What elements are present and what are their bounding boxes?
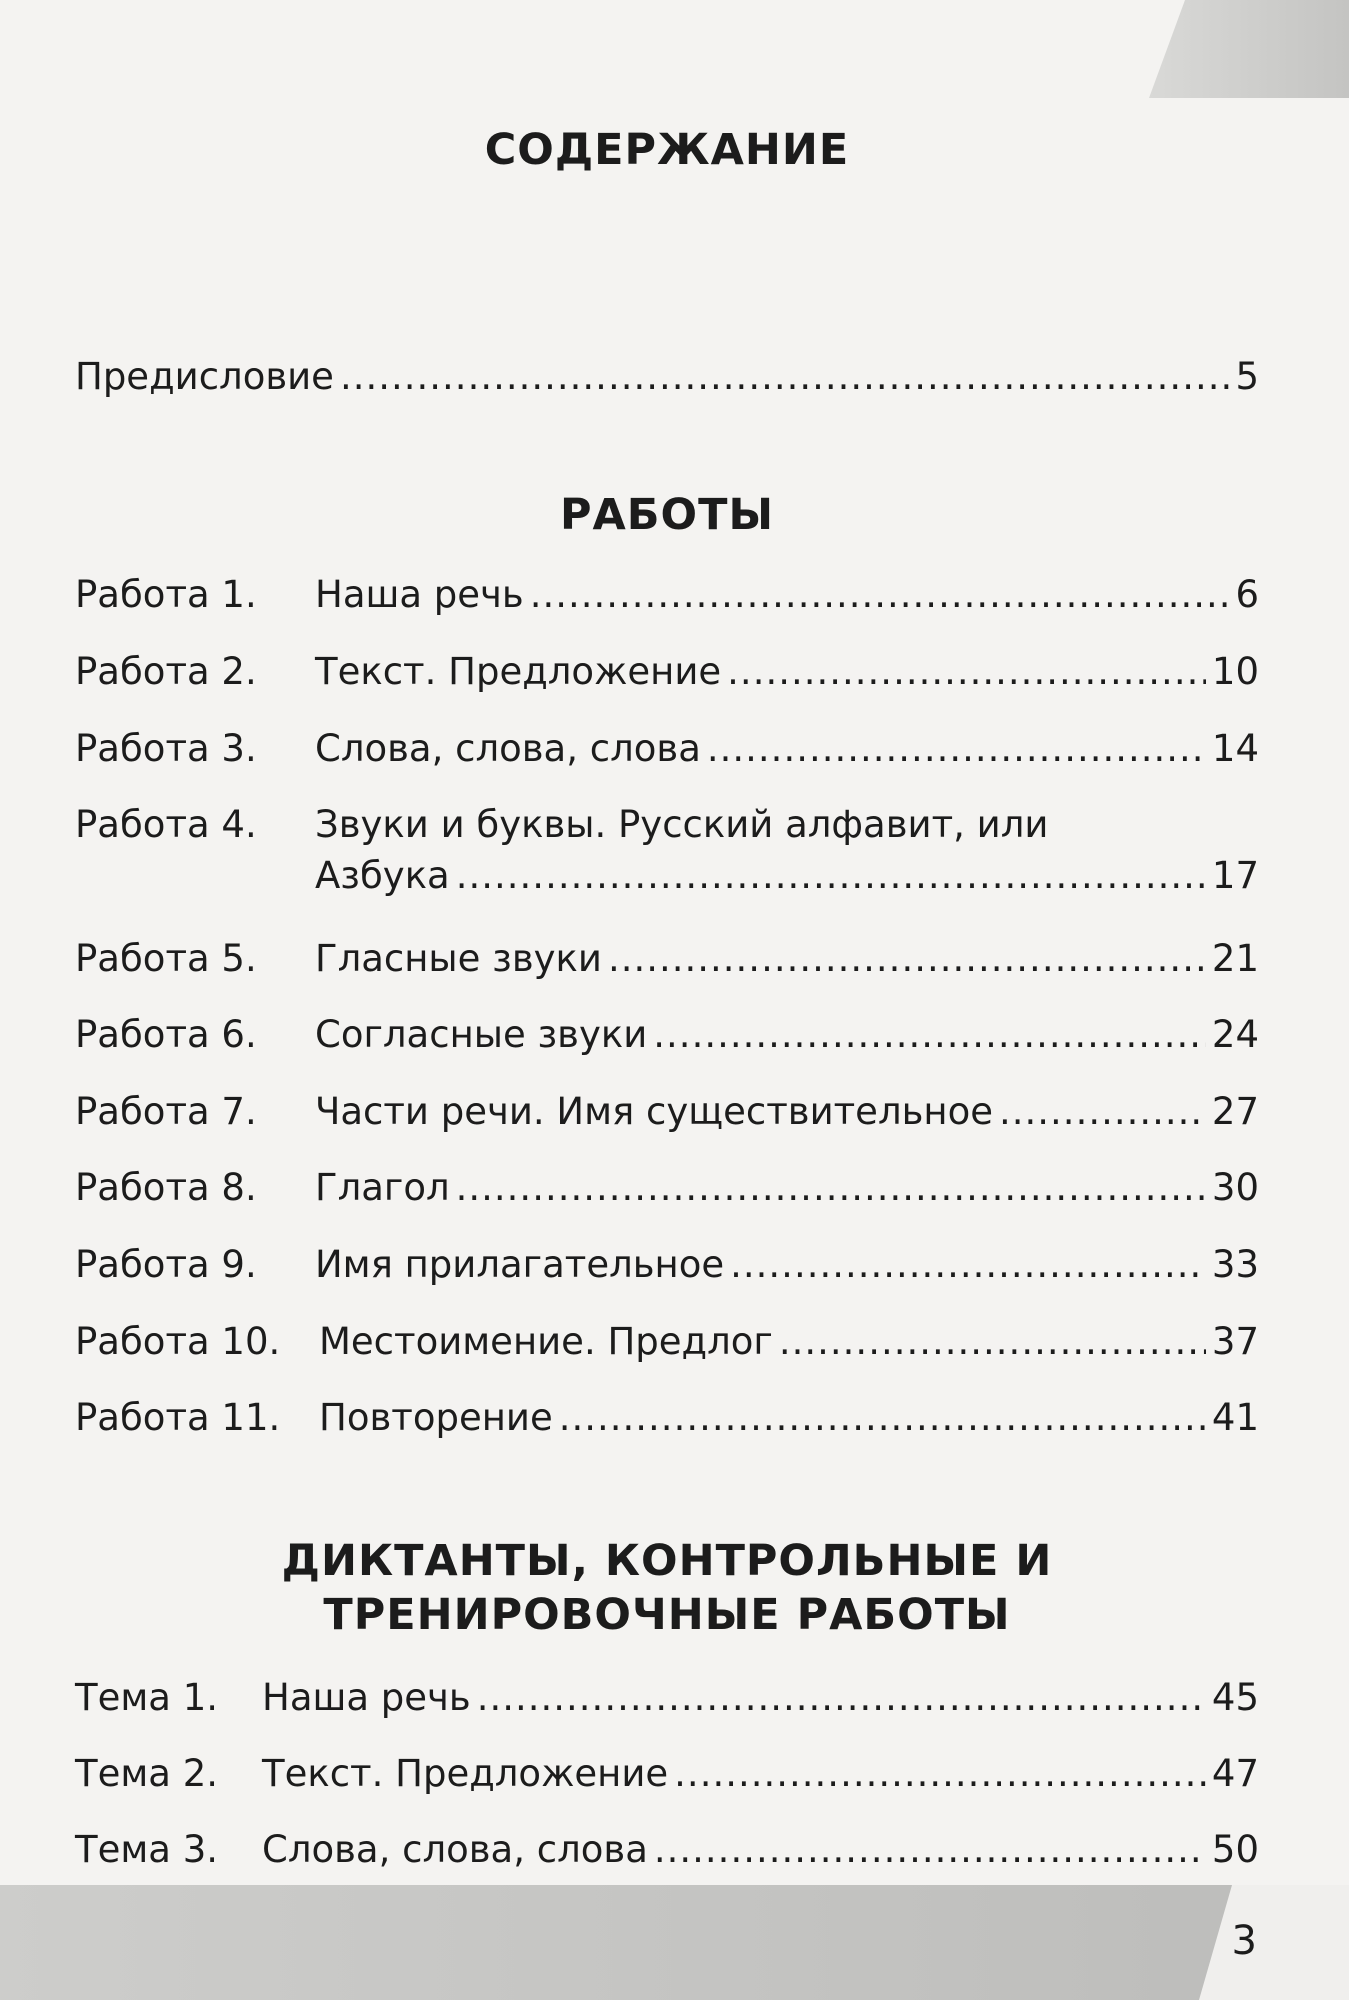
toc-leader-dots	[559, 1396, 1206, 1439]
toc-leader-dots	[340, 355, 1230, 398]
toc-entry-title: Гласные звуки	[315, 937, 602, 980]
footer-bar-decoration	[0, 1885, 1349, 2000]
toc-entry-number: Работа 4.	[75, 803, 257, 846]
toc-entry-page: 47	[1211, 1752, 1259, 1795]
toc-entry-work-5[interactable]	[75, 937, 1259, 987]
toc-entry-number: Работа 1.	[75, 573, 257, 616]
toc-entry-number: Тема 2.	[75, 1752, 219, 1795]
toc-entry-page: 30	[1211, 1166, 1259, 1209]
toc-entry-number: Работа 11.	[75, 1396, 281, 1439]
toc-entry-number: Работа 9.	[75, 1243, 257, 1286]
toc-entry-number: Работа 8.	[75, 1166, 257, 1209]
toc-leader-dots	[779, 1320, 1206, 1363]
toc-entry-work-3[interactable]	[75, 727, 1259, 777]
page-number: 3	[1231, 1918, 1257, 1964]
toc-entry-page: 5	[1235, 355, 1259, 398]
toc-leader-dots	[674, 1752, 1206, 1795]
toc-entry-page: 37	[1211, 1320, 1259, 1363]
toc-entry-number: Тема 3.	[75, 1828, 219, 1871]
toc-leader-dots	[654, 1828, 1206, 1871]
toc-entry-title: Имя прилагательное	[315, 1243, 725, 1286]
section-heading-line: ДИКТАНТЫ, КОНТРОЛЬНЫЕ И	[281, 1536, 1053, 1586]
toc-entry-work-9[interactable]	[75, 1243, 1259, 1293]
toc-leader-dots	[730, 1243, 1206, 1286]
toc-entry-page: 6	[1235, 573, 1259, 616]
toc-entry-page: 17	[1211, 854, 1259, 897]
toc-entry-number: Работа 3.	[75, 727, 257, 770]
toc-entry-title: Слова, слова, слова	[315, 727, 701, 770]
toc-entry-page: 14	[1211, 727, 1259, 770]
toc-entry-label: Предисловие	[75, 355, 334, 398]
toc-entry-number: Работа 7.	[75, 1090, 257, 1133]
corner-tab-decoration	[1149, 0, 1349, 98]
section-heading-works: РАБОТЫ	[559, 490, 774, 540]
toc-entry-title: Текст. Предложение	[315, 650, 722, 693]
toc-entry-title: Наша речь	[262, 1676, 471, 1719]
toc-entry-title: Местоимение. Предлог	[319, 1320, 773, 1363]
toc-entry-work-8[interactable]	[75, 1166, 1259, 1216]
toc-entry-work-1[interactable]	[75, 573, 1259, 623]
page-title: СОДЕРЖАНИЕ	[484, 125, 850, 175]
toc-entry-work-4[interactable]	[75, 803, 1259, 913]
toc-leader-dots	[653, 1013, 1206, 1056]
toc-leader-dots	[456, 1166, 1206, 1209]
toc-entry-page: 24	[1211, 1013, 1259, 1056]
toc-entry-topic-1[interactable]	[75, 1676, 1259, 1726]
section-heading-dictations	[75, 1535, 1259, 1643]
toc-entry-work-2[interactable]	[75, 650, 1259, 700]
section-heading-line: ТРЕНИРОВОЧНЫЕ РАБОТЫ	[323, 1589, 1011, 1640]
toc-entry-work-6[interactable]	[75, 1013, 1259, 1063]
toc-entry-title: Звуки и буквы. Русский алфавит, или	[315, 803, 1049, 846]
toc-entry-title: Повторение	[319, 1396, 553, 1439]
toc-leader-dots	[999, 1090, 1206, 1133]
toc-entry-number: Работа 2.	[75, 650, 257, 693]
toc-entry-work-10[interactable]	[75, 1320, 1259, 1370]
toc-entry-page: 45	[1211, 1676, 1259, 1719]
toc-entry-number: Работа 10.	[75, 1320, 281, 1363]
toc-leader-dots	[727, 650, 1206, 693]
toc-leader-dots	[477, 1676, 1206, 1719]
toc-entry-page: 33	[1211, 1243, 1259, 1286]
toc-entry-work-7[interactable]	[75, 1090, 1259, 1140]
toc-entry-work-11[interactable]	[75, 1396, 1259, 1446]
toc-entry-title: Согласные звуки	[315, 1013, 648, 1056]
toc-leader-dots	[456, 854, 1206, 897]
toc-entry-topic-2[interactable]	[75, 1752, 1259, 1802]
toc-leader-dots	[608, 937, 1206, 980]
toc-leader-dots	[707, 727, 1206, 770]
toc-entry-page: 21	[1211, 937, 1259, 980]
toc-entry-page: 10	[1211, 650, 1259, 693]
toc-entry-page: 41	[1211, 1396, 1259, 1439]
toc-entry-title: Текст. Предложение	[262, 1752, 669, 1795]
toc-leader-dots	[530, 573, 1230, 616]
toc-entry-number: Тема 1.	[75, 1676, 219, 1719]
toc-entry-title: Слова, слова, слова	[262, 1828, 648, 1871]
toc-entry-title: Наша речь	[315, 573, 524, 616]
toc-entry-preface[interactable]	[75, 355, 1259, 405]
toc-entry-number: Работа 6.	[75, 1013, 257, 1056]
toc-entry-title-continued: Азбука	[315, 854, 450, 897]
toc-entry-title: Части речи. Имя существительное	[315, 1090, 993, 1133]
toc-entry-page: 50	[1211, 1828, 1259, 1871]
toc-entry-page: 27	[1211, 1090, 1259, 1133]
toc-entry-topic-3[interactable]	[75, 1828, 1259, 1878]
toc-entry-title: Глагол	[315, 1166, 450, 1209]
toc-entry-number: Работа 5.	[75, 937, 257, 980]
